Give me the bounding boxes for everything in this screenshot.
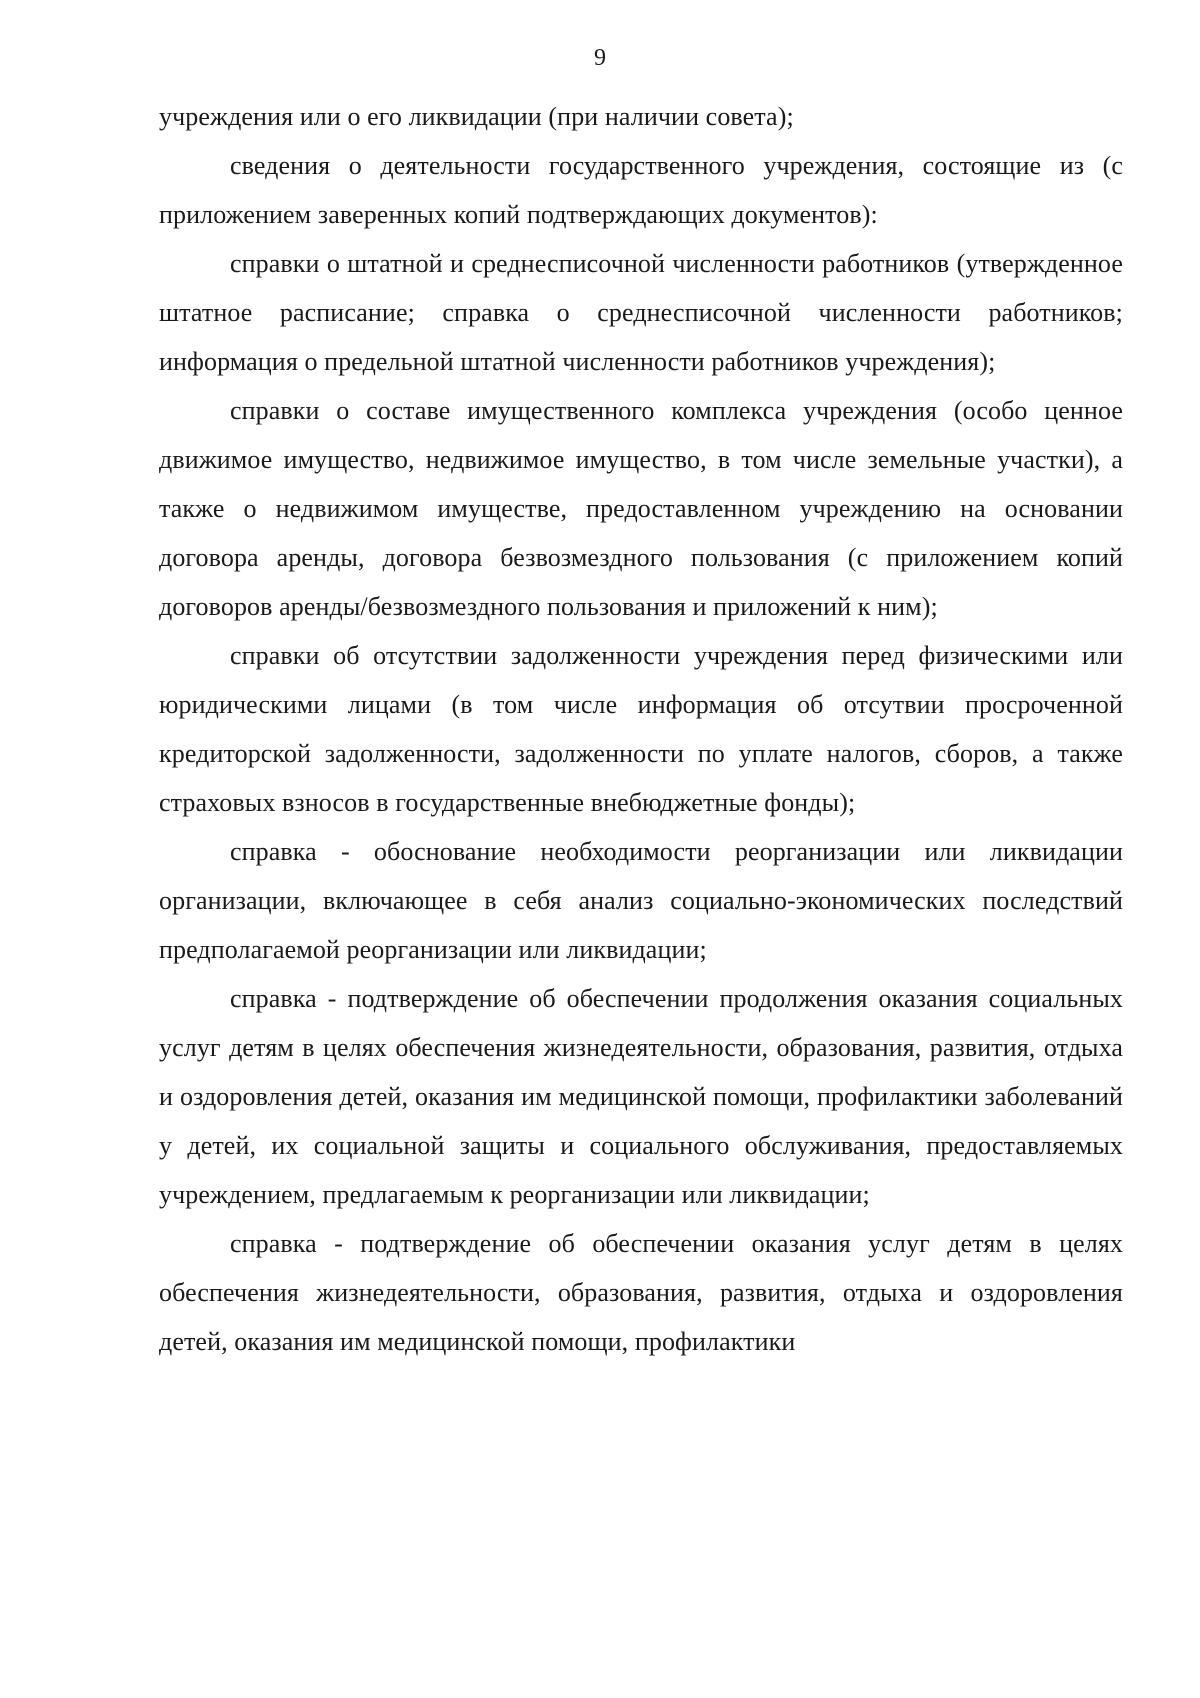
paragraph-activity-info: сведения о деятельности государственного учреждения, состоящие из (с приложением заверенных копий подтверждающих документов): bbox=[159, 151, 1123, 229]
paragraph-staff-info: справки о штатной и среднесписочной численности работников (утвержденное штатное расписание; справка о среднесписочной численности работников; информация о предельной штатной численности работников учреждения); bbox=[159, 249, 1123, 376]
paragraph-debt-info: справки об отсутствии задолженности учреждения перед физическими или юридическими лицами (в том числе информация об отсутвии просроченной кредиторской задолженности, задолженности по уплате налогов, сборов, а также страховых взносов в государственные внебюджетные фонды); bbox=[159, 641, 1123, 817]
paragraph-social-services: справка - подтверждение об обеспечении продолжения оказания социальных услуг детям в целях обеспечения жизнедеятельности, образования, развития, отдыха и оздоровления детей, оказания им медицинской помощи, профилактики заболеваний у детей, их социальной защиты и социального обслуживания, предоставляемых учреждением, предлагаемым к реорганизации или ликвидации; bbox=[159, 984, 1123, 1209]
paragraph-justification: справка - обоснование необходимости реорганизации или ликвидации организации, включающее в себя анализ социально-экономических последствий предполагаемой реорганизации или ликвидации; bbox=[159, 837, 1123, 964]
document-body bbox=[159, 92, 1123, 1366]
paragraph-property-info: справки о составе имущественного комплекса учреждения (особо ценное движимое имущество, недвижимое имущество, в том числе земельные участки), а также о недвижимом имуществе, предоставленном учреждению на основании договора аренды, договора безвозмездного пользования (с приложением копий договоров аренды/безвозмездного пользования и приложений к ним); bbox=[159, 396, 1123, 621]
page-number: 9 bbox=[594, 45, 606, 71]
paragraph-services-provision: справка - подтверждение об обеспечении оказания услуг детям в целях обеспечения жизнедеятельности, образования, развития, отдыха и оздоровления детей, оказания им медицинской помощи, профилактики bbox=[159, 1229, 1123, 1356]
paragraph-continuation: учреждения или о его ликвидации (при наличии совета); bbox=[159, 102, 794, 131]
